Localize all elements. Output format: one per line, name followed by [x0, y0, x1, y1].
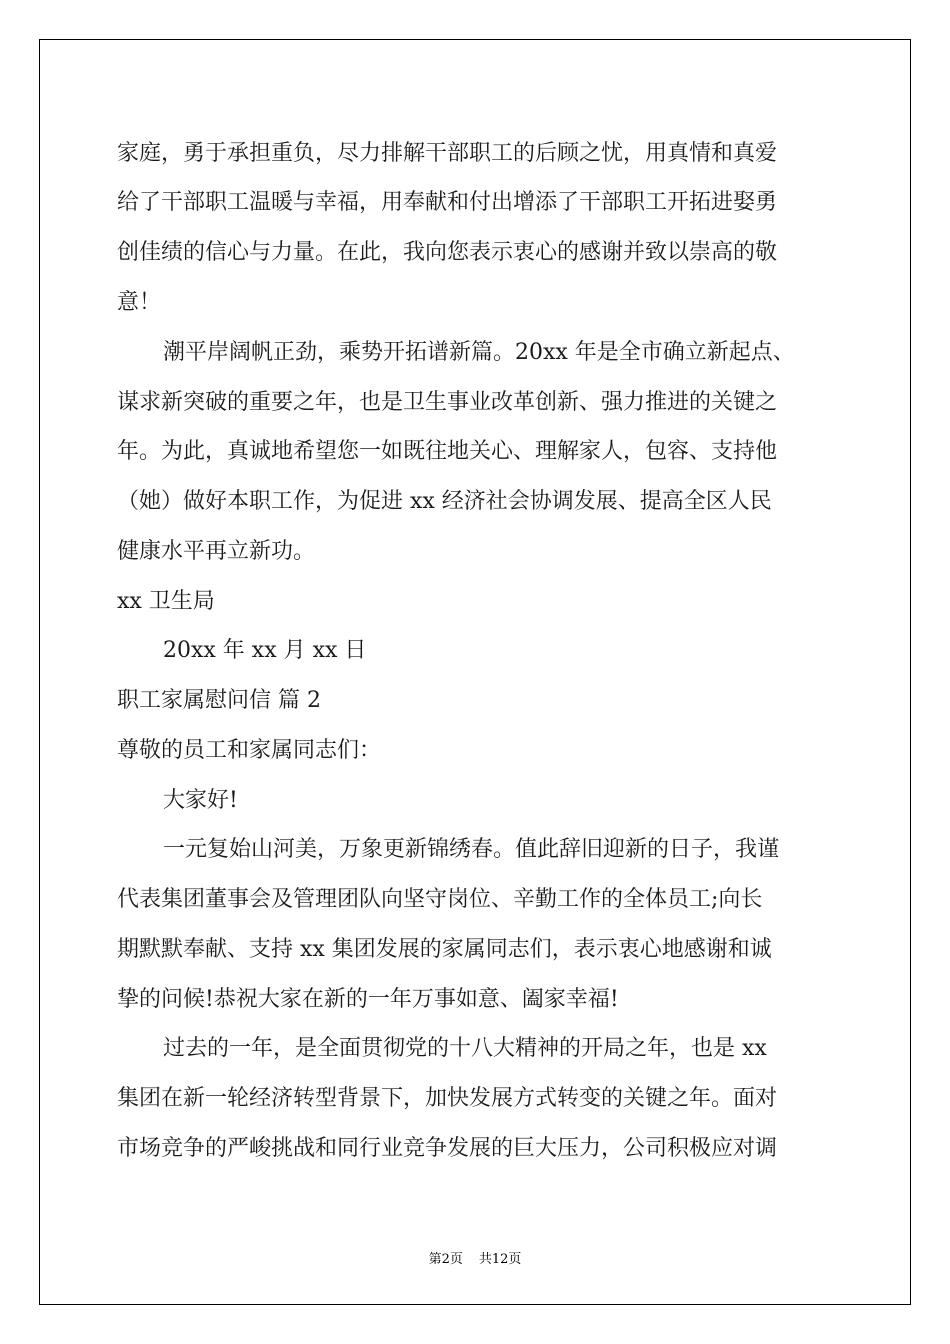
text-line-16: 代表集团董事会及管理团队向坚守岗位、辛勤工作的全体员工;向长: [117, 887, 763, 912]
page-footer: [0, 1248, 950, 1267]
text-line-19: 过去的一年，是全面贯彻党的十八大精神的开局之年，也是 xx: [163, 1036, 767, 1061]
page-number: 第2页: [428, 1252, 463, 1267]
text-line-3: 创佳绩的信心与力量。在此，我向您表示衷心的感谢并致以崇高的敬: [117, 240, 778, 265]
text-line-1: 家庭，勇于承担重负，尽力排解干部职工的后顾之忧，用真情和真爱: [117, 141, 778, 166]
text-line-17: 期默默奉献、支持 xx 集团发展的家属同志们，表示衷心地感谢和诚: [117, 937, 772, 962]
greeting: 大家好!: [163, 788, 238, 813]
text-line-20: 集团在新一轮经济转型背景下，加快发展方式转变的关键之年。面对: [117, 1086, 778, 1111]
page-border: [39, 39, 911, 1305]
section-title: 职工家属慰问信 篇 2: [117, 688, 321, 713]
page-total: 共12页: [478, 1252, 522, 1267]
text-line-4: 意！: [117, 290, 162, 315]
text-line-6: 谋求新突破的重要之年，也是卫生事业改革创新、强力推进的关键之: [117, 390, 778, 415]
text-line-21: 市场竞争的严峻挑战和同行业竞争发展的巨大压力，公司积极应对调: [117, 1136, 778, 1161]
text-line-8: （她）做好本职工作，为促进 xx 经济社会协调发展、提高全区人民: [117, 489, 772, 514]
signature-org: xx 卫生局: [117, 589, 215, 614]
signature-date: 20xx 年 xx 月 xx 日: [163, 638, 367, 663]
text-line-15: 一元复始山河美，万象更新锦绣春。值此辞旧迎新的日子，我谨: [163, 837, 780, 862]
text-line-7: 年。为此，真诚地希望您一如既往地关心、理解家人，包容、支持他: [117, 439, 778, 464]
text-line-9: 健康水平再立新功。: [117, 539, 316, 564]
text-line-2: 给了干部职工温暖与幸福，用奉献和付出增添了干部职工开拓进娶勇: [117, 190, 778, 215]
salutation: 尊敬的员工和家属同志们：: [117, 738, 382, 763]
text-line-18: 挚的问候!恭祝大家在新的一年万事如意、阖家幸福!: [117, 987, 619, 1012]
text-line-5: 潮平岸阔帆正劲，乘势开拓谱新篇。20xx 年是全市确立新起点、: [163, 340, 795, 365]
